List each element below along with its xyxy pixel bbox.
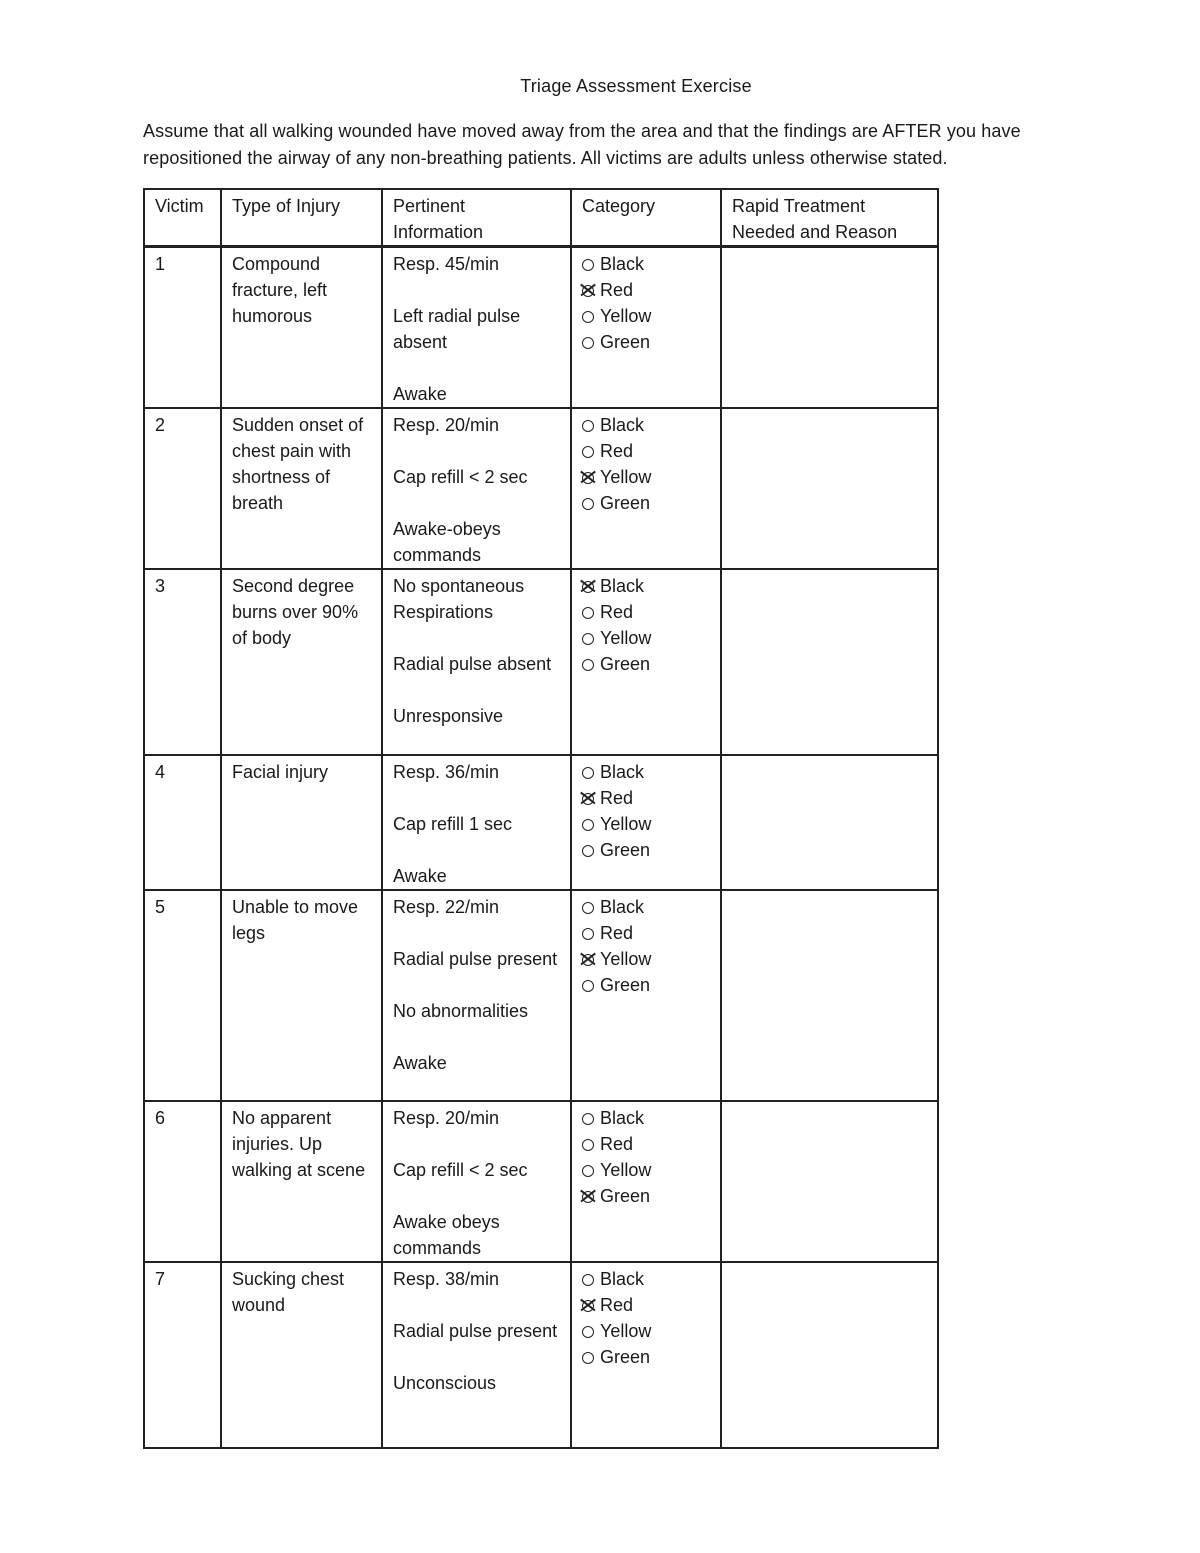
category-label: Green bbox=[600, 975, 651, 995]
victim-number: 2 bbox=[144, 408, 221, 569]
pertinent-info: Resp. 45/min Left radial pulse absent Awake bbox=[382, 247, 571, 409]
triage-table bbox=[143, 188, 939, 1449]
victim-number: 7 bbox=[144, 1262, 221, 1448]
header-category: Category bbox=[571, 189, 721, 247]
category-option-green[interactable] bbox=[582, 972, 712, 998]
category-option-yellow[interactable] bbox=[582, 625, 712, 651]
category-options bbox=[571, 1262, 721, 1448]
pertinent-info: Resp. 20/min Cap refill < 2 sec Awake obeys commands bbox=[382, 1101, 571, 1262]
table-row bbox=[144, 569, 938, 755]
radio-empty-icon[interactable] bbox=[582, 633, 594, 645]
radio-empty-icon[interactable] bbox=[582, 980, 594, 992]
treatment-cell[interactable] bbox=[721, 1262, 938, 1448]
radio-empty-icon[interactable] bbox=[582, 1139, 594, 1151]
table-row bbox=[144, 1262, 938, 1448]
category-label: Yellow bbox=[600, 949, 652, 969]
table-row bbox=[144, 247, 938, 409]
category-label: Black bbox=[600, 254, 645, 274]
category-option-yellow[interactable] bbox=[582, 1157, 712, 1183]
victim-number: 4 bbox=[144, 755, 221, 890]
category-option-black[interactable] bbox=[582, 1266, 712, 1292]
header-treatment: Rapid Treatment Needed and Reason bbox=[721, 189, 938, 247]
injury-type: Second degree burns over 90% of body bbox=[221, 569, 382, 755]
category-options bbox=[571, 569, 721, 755]
radio-empty-icon[interactable] bbox=[582, 498, 594, 510]
table-row bbox=[144, 408, 938, 569]
category-options bbox=[571, 755, 721, 890]
category-option-red[interactable] bbox=[582, 599, 712, 625]
category-option-red[interactable] bbox=[582, 438, 712, 464]
category-label: Yellow bbox=[600, 1321, 652, 1341]
treatment-cell[interactable] bbox=[721, 1101, 938, 1262]
category-label: Red bbox=[600, 788, 634, 808]
category-option-black[interactable] bbox=[582, 251, 712, 277]
pertinent-info: Resp. 20/min Cap refill < 2 sec Awake-obeys commands bbox=[382, 408, 571, 569]
radio-empty-icon[interactable] bbox=[582, 1165, 594, 1177]
category-label: Red bbox=[600, 280, 634, 300]
header-info: Pertinent Information bbox=[382, 189, 571, 247]
treatment-cell[interactable] bbox=[721, 408, 938, 569]
category-label: Green bbox=[600, 654, 651, 674]
category-label: Green bbox=[600, 1186, 651, 1206]
category-option-yellow[interactable] bbox=[582, 303, 712, 329]
radio-empty-icon[interactable] bbox=[582, 659, 594, 671]
radio-empty-icon[interactable] bbox=[582, 337, 594, 349]
category-option-yellow[interactable] bbox=[582, 464, 712, 490]
pertinent-info: Resp. 22/min Radial pulse present No abnormalities Awake bbox=[382, 890, 571, 1101]
injury-type: Compound fracture, left humorous bbox=[221, 247, 382, 409]
radio-empty-icon[interactable] bbox=[582, 1113, 594, 1125]
treatment-cell[interactable] bbox=[721, 755, 938, 890]
category-label: Black bbox=[600, 1108, 645, 1128]
category-option-green[interactable] bbox=[582, 490, 712, 516]
category-option-green[interactable] bbox=[582, 329, 712, 355]
table-row bbox=[144, 1101, 938, 1262]
category-option-red[interactable] bbox=[582, 1292, 712, 1318]
treatment-cell[interactable] bbox=[721, 569, 938, 755]
victim-number: 6 bbox=[144, 1101, 221, 1262]
injury-type: Sucking chest wound bbox=[221, 1262, 382, 1448]
table-header-row bbox=[144, 189, 938, 247]
instructions-paragraph: Assume that all walking wounded have moved away from the area and that the findings are AFTER you have repositioned the airway of any non-breathing patients. All victims are adults unless otherwise stated. bbox=[143, 121, 1021, 168]
category-label: Black bbox=[600, 576, 645, 596]
category-label: Black bbox=[600, 762, 645, 782]
header-injury: Type of Injury bbox=[221, 189, 382, 247]
category-option-black[interactable] bbox=[582, 1105, 712, 1131]
treatment-cell[interactable] bbox=[721, 890, 938, 1101]
radio-checked-icon[interactable] bbox=[582, 793, 594, 805]
radio-checked-icon[interactable] bbox=[582, 1300, 594, 1312]
category-option-red[interactable] bbox=[582, 920, 712, 946]
radio-checked-icon[interactable] bbox=[582, 285, 594, 297]
category-option-black[interactable] bbox=[582, 412, 712, 438]
category-option-black[interactable] bbox=[582, 759, 712, 785]
table-row bbox=[144, 890, 938, 1101]
category-option-green[interactable] bbox=[582, 837, 712, 863]
treatment-cell[interactable] bbox=[721, 247, 938, 409]
category-label: Black bbox=[600, 415, 645, 435]
category-options bbox=[571, 247, 721, 409]
radio-empty-icon[interactable] bbox=[582, 819, 594, 831]
category-option-black[interactable] bbox=[582, 573, 712, 599]
radio-checked-icon[interactable] bbox=[582, 472, 594, 484]
category-label: Green bbox=[600, 1347, 651, 1367]
category-option-yellow[interactable] bbox=[582, 946, 712, 972]
radio-empty-icon[interactable] bbox=[582, 902, 594, 914]
category-option-green[interactable] bbox=[582, 651, 712, 677]
category-option-black[interactable] bbox=[582, 894, 712, 920]
category-label: Yellow bbox=[600, 628, 652, 648]
header-victim: Victim bbox=[144, 189, 221, 247]
table-row bbox=[144, 755, 938, 890]
radio-empty-icon[interactable] bbox=[582, 845, 594, 857]
category-option-green[interactable] bbox=[582, 1183, 712, 1209]
victim-number: 3 bbox=[144, 569, 221, 755]
radio-empty-icon[interactable] bbox=[582, 1274, 594, 1286]
victim-number: 5 bbox=[144, 890, 221, 1101]
radio-checked-icon[interactable] bbox=[582, 581, 594, 593]
category-label: Yellow bbox=[600, 1160, 652, 1180]
radio-empty-icon[interactable] bbox=[582, 607, 594, 619]
category-label: Red bbox=[600, 1295, 634, 1315]
category-option-red[interactable] bbox=[582, 785, 712, 811]
injury-type: Facial injury bbox=[221, 755, 382, 890]
radio-empty-icon[interactable] bbox=[582, 767, 594, 779]
category-label: Black bbox=[600, 897, 645, 917]
radio-empty-icon[interactable] bbox=[582, 928, 594, 940]
category-label: Green bbox=[600, 493, 651, 513]
radio-checked-icon[interactable] bbox=[582, 954, 594, 966]
category-label: Black bbox=[600, 1269, 645, 1289]
victim-number: 1 bbox=[144, 247, 221, 409]
radio-checked-icon[interactable] bbox=[582, 1191, 594, 1203]
page-title: Triage Assessment Exercise bbox=[520, 76, 752, 96]
category-options bbox=[571, 890, 721, 1101]
category-options bbox=[571, 408, 721, 569]
category-option-green[interactable] bbox=[582, 1344, 712, 1370]
category-label: Red bbox=[600, 923, 634, 943]
category-options bbox=[571, 1101, 721, 1262]
radio-empty-icon[interactable] bbox=[582, 259, 594, 271]
injury-type: Unable to move legs bbox=[221, 890, 382, 1101]
radio-empty-icon[interactable] bbox=[582, 1352, 594, 1364]
category-option-yellow[interactable] bbox=[582, 811, 712, 837]
radio-empty-icon[interactable] bbox=[582, 1326, 594, 1338]
category-label: Yellow bbox=[600, 814, 652, 834]
pertinent-info: Resp. 36/min Cap refill 1 sec Awake bbox=[382, 755, 571, 890]
injury-type: Sudden onset of chest pain with shortness of breath bbox=[221, 408, 382, 569]
category-label: Red bbox=[600, 602, 634, 622]
category-option-red[interactable] bbox=[582, 277, 712, 303]
category-label: Red bbox=[600, 441, 634, 461]
category-label: Red bbox=[600, 1134, 634, 1154]
category-label: Yellow bbox=[600, 467, 652, 487]
pertinent-info: Resp. 38/min Radial pulse present Unconscious bbox=[382, 1262, 571, 1448]
radio-empty-icon[interactable] bbox=[582, 446, 594, 458]
category-label: Green bbox=[600, 840, 651, 860]
radio-empty-icon[interactable] bbox=[582, 311, 594, 323]
category-label: Green bbox=[600, 332, 651, 352]
category-option-yellow[interactable] bbox=[582, 1318, 712, 1344]
category-option-red[interactable] bbox=[582, 1131, 712, 1157]
pertinent-info: No spontaneous Respirations Radial pulse absent Unresponsive bbox=[382, 569, 571, 755]
category-label: Yellow bbox=[600, 306, 652, 326]
injury-type: No apparent injuries. Up walking at scene bbox=[221, 1101, 382, 1262]
radio-empty-icon[interactable] bbox=[582, 420, 594, 432]
